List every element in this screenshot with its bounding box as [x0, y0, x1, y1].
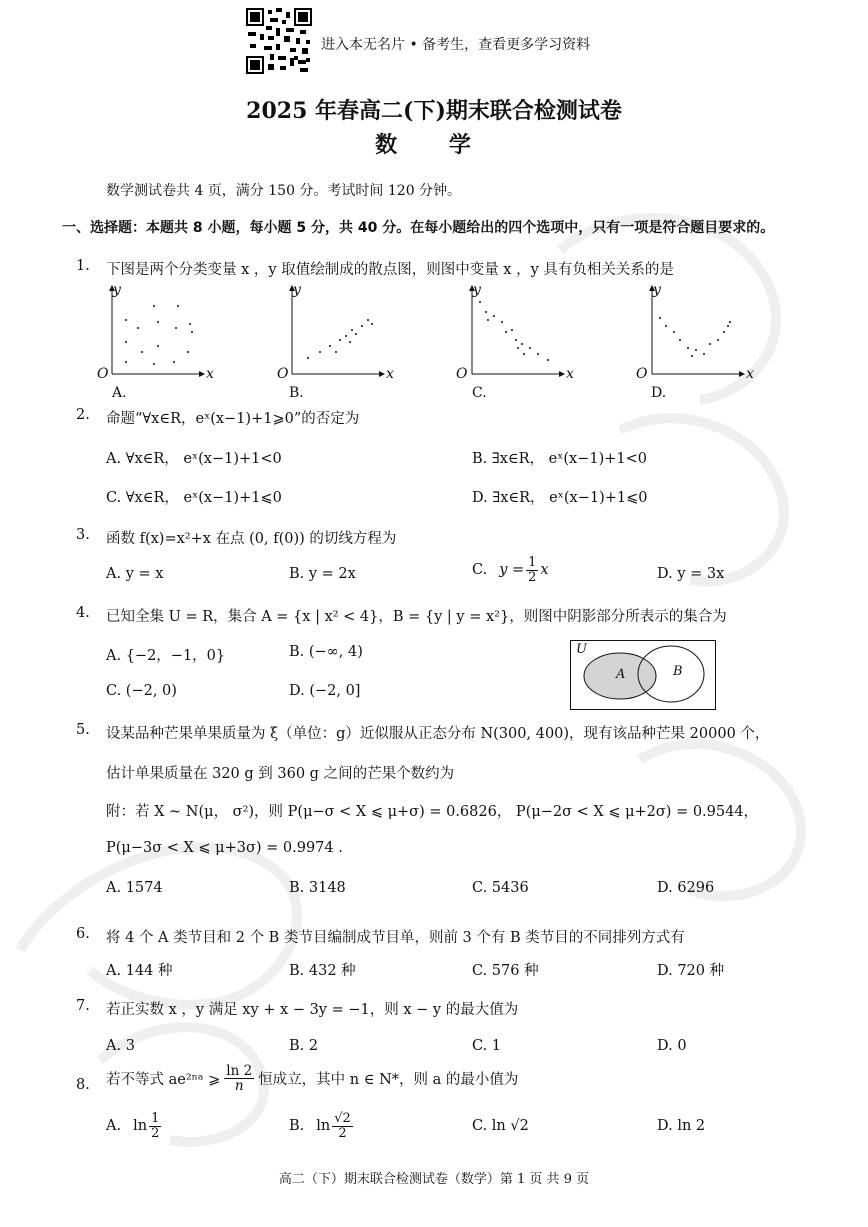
- q8a-frac-num: 1: [151, 1111, 160, 1126]
- q1-stem: 下图是两个分类变量 x ，y 取值绘制成的散点图，则图中变量 x ，y 具有负相关关系的是: [106, 262, 674, 278]
- q1-option-b: B.: [289, 385, 304, 401]
- q8-frac-den: n: [234, 1078, 244, 1095]
- scatter-plot-a: [98, 282, 222, 402]
- q8-option-a-label: A.: [106, 1118, 122, 1135]
- q8-option-b-prefix: ln: [316, 1118, 331, 1135]
- q7-option-d: D. 0: [657, 1038, 687, 1054]
- q3-frac-num: 1: [528, 555, 537, 570]
- q6-option-c: C. 576 种: [472, 963, 539, 979]
- qr-caption: 进入本无名片 • 备考生，查看更多学习资料: [321, 37, 591, 53]
- q8-option-b: [289, 1112, 353, 1140]
- q8-option-a: [106, 1112, 161, 1140]
- exam-intro: 数学测试卷共 4 页，满分 150 分。考试时间 120 分钟。: [106, 183, 462, 199]
- q3-option-b: B. y = 2x: [289, 566, 356, 582]
- q3-option-c-fraction: [526, 556, 538, 584]
- venn-universe-label: U: [576, 642, 587, 657]
- q2-option-d: D. ∃x∈R， eˣ(x−1)+1⩽0: [472, 490, 648, 506]
- q8-option-a-fraction: [149, 1112, 161, 1140]
- q5-number: 5.: [76, 722, 90, 738]
- q4-stem: 已知全集 U = R，集合 A = {x | x² < 4}，B = {y | y = x²}，则图中阴影部分所表示的集合为: [106, 609, 727, 625]
- q2-option-a: A. ∀x∈R， eˣ(x−1)+1<0: [106, 451, 282, 467]
- q6-option-b: B. 432 种: [289, 963, 356, 979]
- q7-number: 7.: [76, 998, 90, 1014]
- q1-figure-d: [638, 282, 762, 402]
- q8-option-a-prefix: ln: [133, 1118, 148, 1135]
- q7-option-b: B. 2: [289, 1038, 319, 1054]
- page-footer: 高二（下）期末联合检测试卷（数学）第 1 页 共 9 页: [278, 1172, 590, 1187]
- q6-option-a: A. 144 种: [106, 963, 173, 979]
- q5-option-d: D. 6296: [657, 880, 715, 896]
- exam-title: 2025 年春高二(下)期末联合检测试卷: [246, 98, 622, 124]
- q7-option-a: A. 3: [106, 1038, 135, 1054]
- q3-option-c-suffix: x: [540, 562, 549, 579]
- q7-option-c: C. 1: [472, 1038, 502, 1054]
- qr-code-image: [246, 8, 312, 74]
- q1c-origin: O: [456, 366, 468, 382]
- q4-option-d: D. (−2, 0]: [289, 683, 361, 699]
- q1-option-d: D.: [651, 385, 667, 401]
- venn-set-a-label: A: [616, 667, 626, 682]
- q1-number: 1.: [76, 258, 90, 274]
- q8a-frac-den: 2: [151, 1125, 160, 1141]
- q8b-frac-num: √2: [334, 1111, 351, 1126]
- q1-option-c: C.: [472, 385, 487, 401]
- q5-note-line1: 附：若 X ~ N(μ， σ²)，则 P(μ−σ < X ⩽ μ+σ) = 0.6826， P(μ−2σ < X ⩽ μ+2σ) = 0.9544，: [106, 804, 759, 820]
- q4-option-c: C. (−2, 0): [106, 683, 177, 699]
- q5-option-a: A. 1574: [106, 880, 163, 896]
- q8-option-b-fraction: [332, 1112, 353, 1140]
- q2-number: 2.: [76, 407, 90, 423]
- q3-option-d: D. y = 3x: [657, 566, 725, 582]
- q3-stem: 函数 f(x)=x²+x 在点 (0, f(0)) 的切线方程为: [106, 531, 397, 547]
- q3-option-a: A. y = x: [106, 566, 164, 582]
- q1-figure-a: [98, 282, 222, 402]
- q5-option-c: C. 5436: [472, 880, 529, 896]
- q1a-origin: O: [97, 366, 109, 382]
- q1b-x-label: x: [386, 366, 394, 382]
- q8-stem: [106, 1064, 518, 1093]
- section-heading: 一、选择题：本题共 8 小题，每小题 5 分，共 40 分。在每小题给出的四个选项中，只有一项是符合题目要求的。: [62, 220, 775, 236]
- q1a-x-label: x: [206, 366, 214, 382]
- q1c-x-label: x: [566, 366, 574, 382]
- q2-option-c: C. ∀x∈R， eˣ(x−1)+1⩽0: [106, 490, 282, 506]
- q4-number: 4.: [76, 605, 90, 621]
- q3-option-c: [472, 556, 549, 584]
- q3-frac-den: 2: [528, 569, 537, 585]
- q6-number: 6.: [76, 926, 90, 942]
- q8-stem-fraction: [224, 1064, 254, 1093]
- q1b-origin: O: [277, 366, 289, 382]
- q8-option-d: D. ln 2: [657, 1118, 706, 1134]
- q8-stem-prefix: 若不等式 ae²ⁿᵃ ⩾: [106, 1072, 221, 1089]
- q7-stem: 若正实数 x ，y 满足 xy + x − 3y = −1，则 x − y 的最大值为: [106, 1002, 519, 1018]
- q5-note-line2: P(μ−3σ < X ⩽ μ+3σ) = 0.9974 .: [106, 840, 343, 856]
- q1a-y-label: y: [113, 282, 121, 298]
- venn-set-b-label: B: [673, 664, 683, 679]
- q8-option-c: C. ln √2: [472, 1118, 529, 1134]
- q2-stem: 命题“∀x∈R，eˣ(x−1)+1⩾0”的否定为: [106, 411, 360, 427]
- q1b-y-label: y: [293, 282, 301, 298]
- q8-option-b-label: B.: [289, 1118, 305, 1135]
- q4-option-b: B. (−∞, 4): [289, 644, 363, 660]
- q5-stem-line2: 估计单果质量在 320 g 到 360 g 之间的芒果个数约为: [106, 766, 455, 782]
- q6-stem: 将 4 个 A 类节目和 2 个 B 类节目编制成节目单，则前 3 个有 B 类节目的不同排列方式有: [106, 930, 685, 946]
- scatter-plot-b: [278, 282, 402, 402]
- q1c-y-label: y: [473, 282, 481, 298]
- q1d-x-label: x: [746, 366, 754, 382]
- scatter-plot-d: [638, 282, 762, 402]
- q1-figure-b: [278, 282, 402, 402]
- q8-frac-num: ln 2: [226, 1063, 253, 1079]
- q5-option-b: B. 3148: [289, 880, 346, 896]
- venn-diagram: [570, 640, 716, 710]
- q1d-y-label: y: [653, 282, 661, 298]
- q1d-origin: O: [636, 366, 648, 382]
- scatter-plot-c: [458, 282, 582, 402]
- q3-option-c-label: C.: [472, 562, 488, 579]
- q8b-frac-den: 2: [338, 1125, 347, 1141]
- q6-option-d: D. 720 种: [657, 963, 725, 979]
- q8-stem-suffix: 恒成立，其中 n ∈ N*，则 a 的最小值为: [258, 1072, 519, 1089]
- q8-number: 8.: [76, 1077, 90, 1093]
- q4-option-a: A. {−2，−1，0}: [106, 648, 226, 664]
- exam-subject: 数 学: [375, 132, 493, 158]
- q1-option-a: A.: [112, 385, 127, 401]
- q3-option-c-prefix: y =: [499, 562, 525, 579]
- q2-option-b: B. ∃x∈R， eˣ(x−1)+1<0: [472, 451, 648, 467]
- q3-number: 3.: [76, 527, 90, 543]
- q5-stem-line1: 设某品种芒果单果质量为 ξ（单位：g）近似服从正态分布 N(300, 400)，现有该品种芒果 20000 个，: [106, 726, 770, 742]
- q1-figure-c: [458, 282, 582, 402]
